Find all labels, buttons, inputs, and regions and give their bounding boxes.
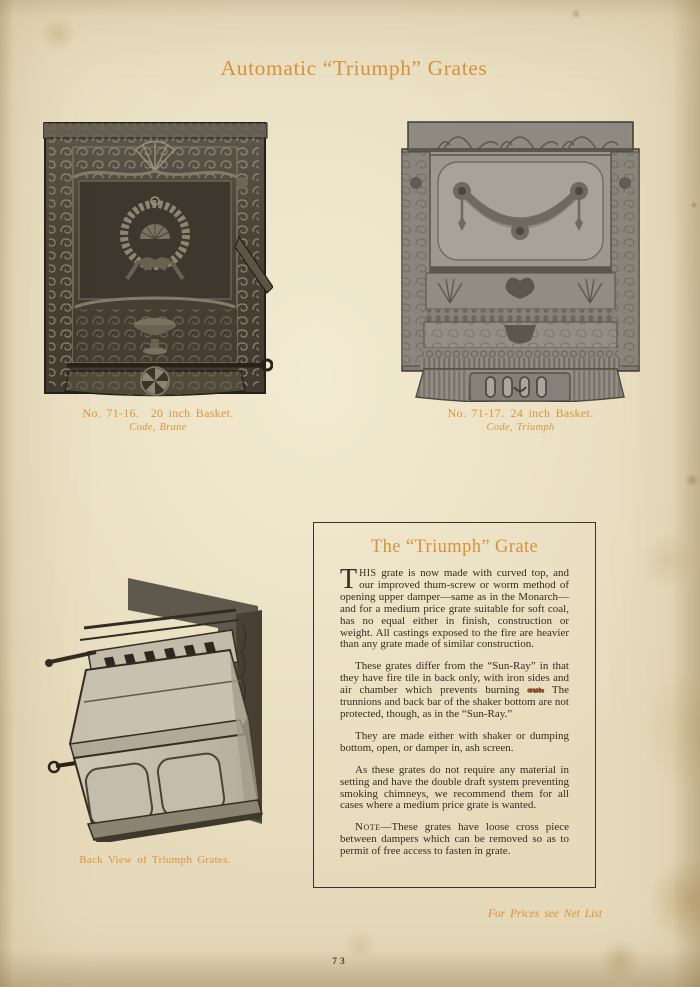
- caption-left-code: [43, 421, 273, 435]
- code-value: Triumph: [516, 422, 555, 433]
- paragraph-1-smallcaps: HIS: [359, 568, 377, 579]
- figure-right-grate: [398, 119, 643, 402]
- article-paragraph-3: They are made either with shaker or dumping bottom, open, or damper in, ash screen.: [340, 729, 569, 754]
- note-text: —These grates have loose cross piece between dampers which can be removed so as to permit of free access to fasten in grate.: [340, 821, 569, 858]
- article-paragraph-2: [340, 661, 569, 721]
- article-paragraph-4: As these grates do not require any material in setting and have the double draft system preventing smoking chimneys, we recommend them for all cases where a medium price grate is wanted.: [340, 763, 569, 812]
- code-value: Brane: [159, 422, 187, 433]
- drop-cap: T: [340, 564, 358, 595]
- paragraph-2-text-b: The trunnions and back bar of the shaker bottom are not protected, though, as in the “Sun-Ray.”: [340, 684, 569, 720]
- caption-right-code: [398, 421, 643, 435]
- code-label: Code,: [129, 422, 160, 433]
- grate-front-photo-right: [398, 119, 643, 402]
- caption-right-line1: No. 71-17. 24 inch Basket.: [447, 406, 594, 420]
- caption-back-line1: Back View of Triumph Grates.: [79, 854, 231, 866]
- figure-left-grate: [43, 119, 273, 400]
- caption-right-grate: [398, 406, 643, 435]
- code-label: Code,: [486, 422, 517, 433]
- article-title: The “Triumph” Grate: [370, 537, 539, 557]
- page-title: Automatic “Triumph” Grates: [220, 56, 488, 80]
- triumph-grate-article-box: [313, 522, 596, 888]
- caption-left-line1: No. 71-16. 20 inch Basket.: [82, 406, 234, 420]
- paragraph-2-text-a: These grates differ from the “Sun-Ray” in that they have fire tile in back only, with iron sides and air chamber which prevents burning: [340, 660, 569, 697]
- paragraph-1-text: grate is now made with curved top, and our improved thum-screw or worm method of opening upper damper—same as in the Monarch— and for a medium price grate suitable for soft coal, has no equal either in finish, construction or weight. All castings exposed to the fire are heavier than any grate made of similar construction.: [340, 567, 569, 651]
- caption-back-view: [40, 853, 270, 867]
- article-paragraph-note: [340, 822, 569, 858]
- grate-front-photo-left: [43, 119, 273, 400]
- grate-back-view-photo: [40, 566, 270, 842]
- figure-back-view: [40, 566, 270, 842]
- caption-left-grate: [43, 406, 273, 435]
- struck-word: out.: [527, 684, 545, 697]
- note-label: Note: [355, 821, 381, 834]
- page-number: 73: [332, 957, 348, 967]
- prices-note: For Prices see Net List: [487, 908, 603, 920]
- article-paragraph-1: [340, 564, 569, 651]
